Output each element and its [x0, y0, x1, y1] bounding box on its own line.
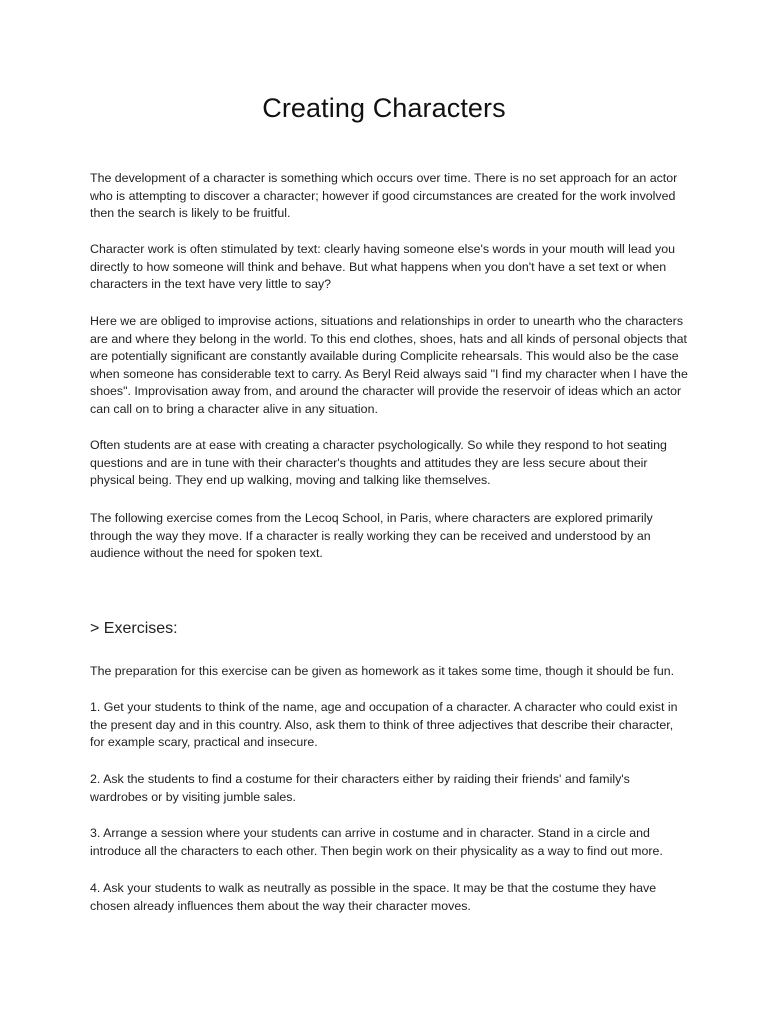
exercise-step-4: 4. Ask your students to walk as neutrally as possible in the space. It may be that the costume they have chosen already influences them about the way their character moves. — [90, 881, 657, 913]
intro-paragraph-2: Character work is often stimulated by text: clearly having someone else's words in your mouth will lead you directly to how someone will think and behave. But what happens when you don't have a set text or when characters in the text have very little to say? — [90, 242, 675, 292]
exercise-step-3: 3. Arrange a session where your students can arrive in costume and in character. Stand in a circle and introduce all the characters to each other. Then begin work on their physicality as a way to find out more. — [90, 826, 663, 858]
intro-paragraph-3: Here we are obliged to improvise actions, situations and relationships in order to unearth who the characters are and where they belong in the world. To this end clothes, shoes, hats and all kinds of personal objects that are potentially significant are constantly available during Complicite rehearsals. This would also be the case when someone has considerable text to carry. As Beryl Reid always said "I find my character when I have the shoes". Improvisation away from, and around the character will provide the reservoir of ideas which an actor can call on to bring a character alive in any situation. — [90, 314, 688, 416]
intro-paragraph-4: Often students are at ease with creating a character psychologically. So while they respond to hot seating questions and are in tune with their character's thoughts and attitudes they are less secure about their physical being. They end up walking, moving and talking like themselves. — [90, 438, 667, 488]
page-title: Creating Characters — [262, 93, 506, 123]
intro-paragraph-5: The following exercise comes from the Lecoq School, in Paris, where characters are explored primarily through the way they move. If a character is really working they can be received and understood by an audience without the need for spoken text. — [90, 511, 653, 561]
intro-paragraph-1: The development of a character is something which occurs over time. There is no set approach for an actor who is attempting to discover a character; however if good circumstances are created for the work involved then the search is likely to be fruitful. — [90, 171, 678, 221]
exercise-step-1: 1. Get your students to think of the name, age and occupation of a character. A character who could exist in the present day and in this country. Also, ask them to think of three adjectives that describe their character, for example scary, practical and insecure. — [90, 700, 678, 750]
exercise-intro-paragraph: The preparation for this exercise can be given as homework as it takes some time, though it should be fun. — [90, 664, 675, 678]
exercise-step-2: 2. Ask the students to find a costume for their characters either by raiding their friends' and family's wardrobes or by visiting jumble sales. — [90, 772, 630, 804]
exercises-heading: > Exercises: — [90, 620, 178, 637]
